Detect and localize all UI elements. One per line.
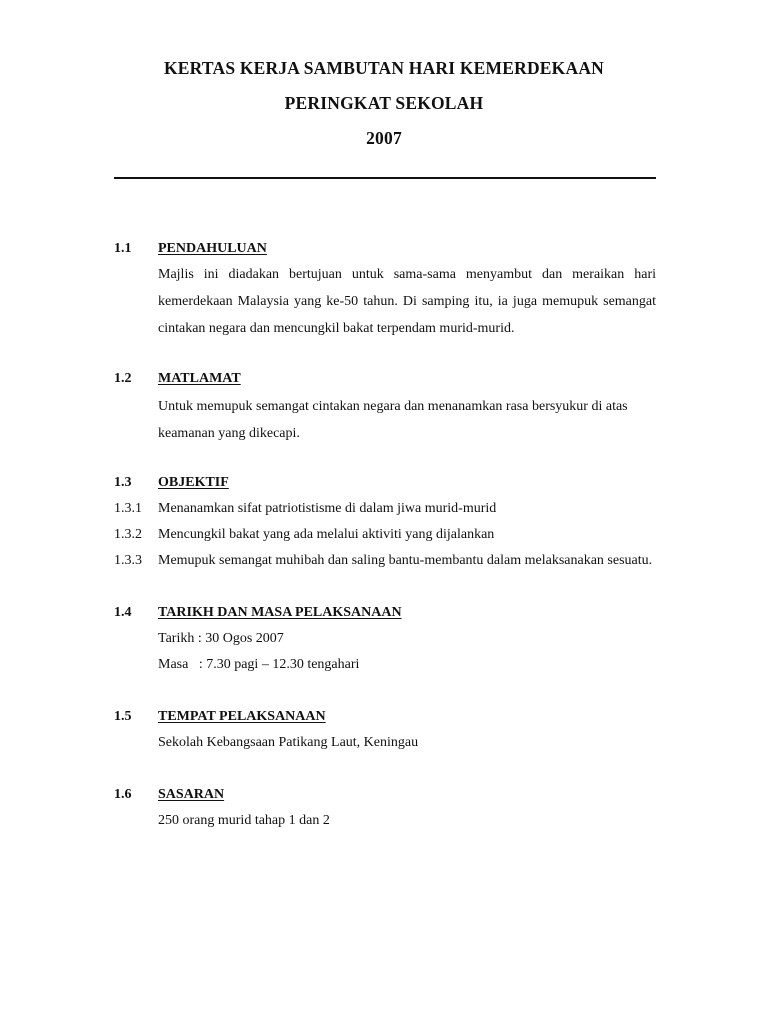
section-number-1-5: 1.5	[114, 709, 132, 724]
document-title-year: 2007	[366, 128, 402, 148]
objective-number-3: 1.3.3	[114, 553, 142, 568]
objective-text-1: Menanamkan sifat patriotistisme di dalam jiwa murid-murid	[158, 501, 497, 516]
date-line: Tarikh : 30 Ogos 2007	[158, 631, 284, 646]
section-heading-tarikh-masa: TARIKH DAN MASA PELAKSANAAN	[158, 605, 402, 620]
section-heading-pendahuluan: PENDAHULUAN	[158, 241, 267, 256]
title-divider	[114, 177, 656, 179]
objective-text-3: Memupuk semangat muhibah dan saling bantu-membantu dalam melaksanakan sesuatu.	[158, 553, 653, 568]
section-number-1-2: 1.2	[114, 371, 132, 386]
objective-number-1: 1.3.1	[114, 501, 142, 516]
section-heading-sasaran: SASARAN	[158, 787, 225, 802]
section-text-pendahuluan: Majlis ini diadakan bertujuan untuk sama-sama menyambut dan meraikan hari kemerdekaan Malaysia yang ke-50 tahun. Di samping itu, ia juga memupuk semangat cintakan negara dan mencungkil bakat terpendam murid-murid.	[158, 267, 656, 336]
section-number-1-4: 1.4	[114, 605, 132, 620]
time-line: Masa : 7.30 pagi – 12.30 tengahari	[158, 657, 360, 672]
section-heading-matlamat: MATLAMAT	[158, 371, 241, 386]
venue-text: Sekolah Kebangsaan Patikang Laut, Keningau	[158, 735, 419, 750]
section-heading-objektif: OBJEKTIF	[158, 475, 229, 490]
section-text-matlamat: Untuk memupuk semangat cintakan negara dan menanamkan rasa bersyukur di atas keamanan yang dikecapi.	[158, 399, 628, 441]
document-title-line-1: KERTAS KERJA SAMBUTAN HARI KEMERDEKAAN	[164, 58, 604, 78]
section-number-1-6: 1.6	[114, 787, 132, 802]
objective-number-2: 1.3.2	[114, 527, 142, 542]
section-number-1-3: 1.3	[114, 475, 132, 490]
section-heading-tempat: TEMPAT PELAKSANAAN	[158, 709, 326, 724]
document-title-line-2: PERINGKAT SEKOLAH	[284, 93, 484, 113]
target-text: 250 orang murid tahap 1 dan 2	[158, 813, 330, 828]
objective-text-2: Mencungkil bakat yang ada melalui aktiviti yang dijalankan	[158, 527, 495, 542]
section-number-1-1: 1.1	[114, 241, 132, 256]
